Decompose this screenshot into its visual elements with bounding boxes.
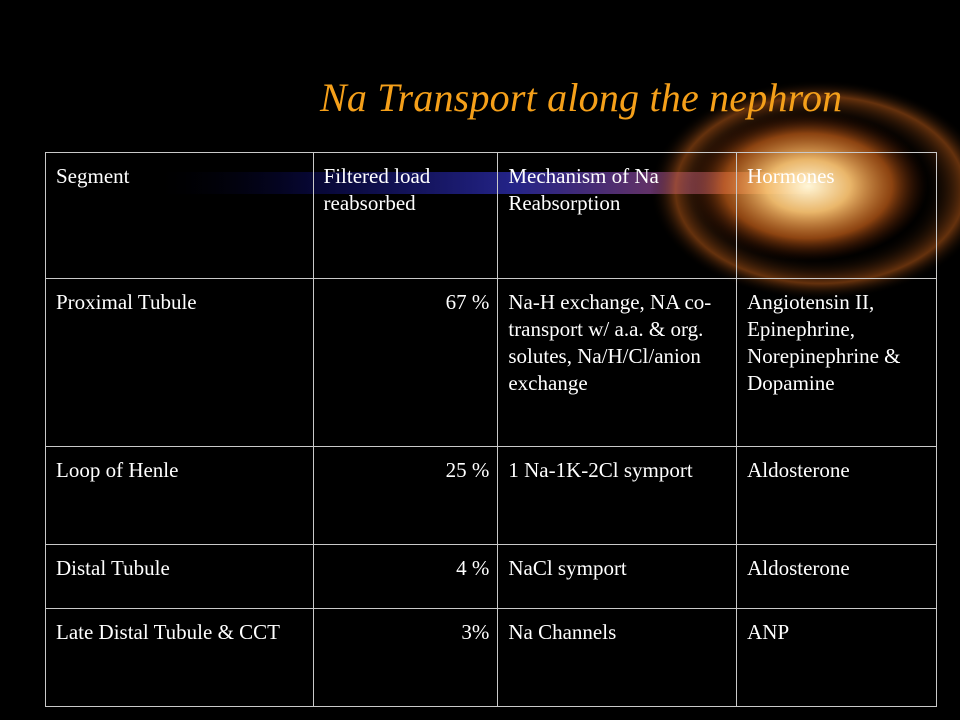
cell-hormones: Aldosterone bbox=[737, 545, 937, 609]
header-mechanism: Mechanism of Na Reabsorption bbox=[498, 153, 737, 279]
cell-segment: Late Distal Tubule & CCT bbox=[46, 609, 314, 707]
cell-segment: Loop of Henle bbox=[46, 447, 314, 545]
header-filtered-load: Filtered load reabsorbed bbox=[313, 153, 498, 279]
cell-hormones: Angiotensin II, Epinephrine, Norepinephrine & Dopamine bbox=[737, 279, 937, 447]
header-segment: Segment bbox=[46, 153, 314, 279]
table-row bbox=[46, 545, 937, 609]
cell-mechanism: Na-H exchange, NA co-transport w/ a.a. & org. solutes, Na/H/Cl/anion exchange bbox=[498, 279, 737, 447]
cell-filtered: 3% bbox=[313, 609, 498, 707]
table-row bbox=[46, 447, 937, 545]
cell-filtered: 67 % bbox=[313, 279, 498, 447]
cell-mechanism: 1 Na-1K-2Cl symport bbox=[498, 447, 737, 545]
cell-filtered: 25 % bbox=[313, 447, 498, 545]
cell-filtered: 4 % bbox=[313, 545, 498, 609]
cell-hormones: ANP bbox=[737, 609, 937, 707]
cell-hormones: Aldosterone bbox=[737, 447, 937, 545]
table-row bbox=[46, 609, 937, 707]
cell-mechanism: NaCl symport bbox=[498, 545, 737, 609]
sodium-transport-table bbox=[45, 152, 937, 707]
table-row bbox=[46, 279, 937, 447]
header-hormones: Hormones bbox=[737, 153, 937, 279]
slide-title: Na Transport along the nephron bbox=[320, 75, 843, 120]
cell-segment: Proximal Tubule bbox=[46, 279, 314, 447]
table-header-row bbox=[46, 153, 937, 279]
cell-mechanism: Na Channels bbox=[498, 609, 737, 707]
cell-segment: Distal Tubule bbox=[46, 545, 314, 609]
